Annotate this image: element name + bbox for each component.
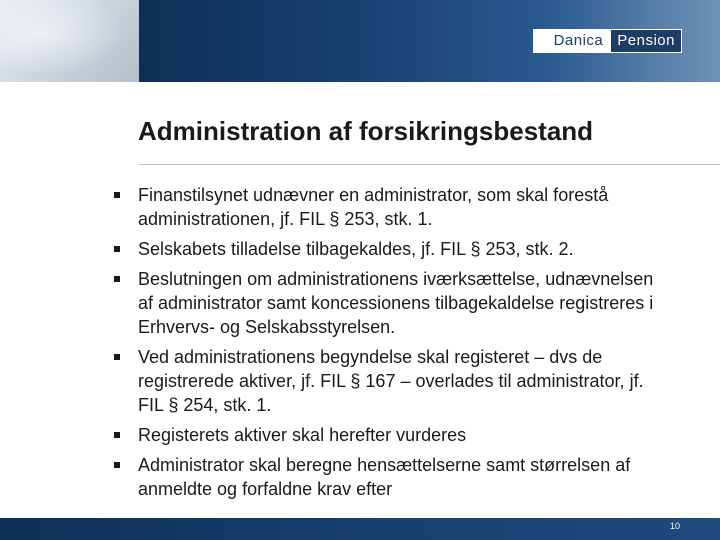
square-bullet-icon [114, 192, 120, 198]
logo-text-left: Danica [534, 30, 612, 52]
header-band [139, 0, 720, 82]
square-bullet-icon [114, 246, 120, 252]
page-number: 10 [669, 521, 680, 531]
danica-pension-logo [533, 29, 682, 53]
slide-title: Administration af forsikringsbestand [138, 116, 594, 146]
bullet-text: Registerets aktiver skal herefter vurderes [138, 425, 467, 445]
square-bullet-icon [114, 354, 120, 360]
square-bullet-icon [114, 276, 120, 282]
footer-bar [0, 518, 720, 540]
header-photo [0, 0, 139, 82]
bullet-item [110, 453, 670, 501]
bullet-item [110, 423, 670, 447]
square-bullet-icon [114, 462, 120, 468]
square-bullet-icon [114, 432, 120, 438]
bullet-text: Ved administrationens begyndelse skal registeret – dvs de registrerede aktiver, jf. FIL § 167 – overlades til administrator, jf. FIL § 254, stk. 1. [138, 347, 644, 415]
bullet-list [110, 183, 670, 507]
bullet-text: Beslutningen om administrationens iværksættelse, udnævnelsen af administrator samt koncessionens tilbagekaldelse registreres i Erhvervs- og Selskabsstyrelsen. [138, 269, 654, 337]
bullet-item [110, 183, 670, 231]
bullet-text: Finanstilsynet udnævner en administrator, som skal forestå administrationen, jf. FIL § 253, stk. 1. [138, 185, 609, 229]
bullet-text: Selskabets tilladelse tilbagekaldes, jf. FIL § 253, stk. 2. [138, 239, 574, 259]
bullet-item [110, 345, 670, 417]
bullet-item [110, 267, 670, 339]
logo-text-right: Pension [611, 30, 681, 52]
bullet-text: Administrator skal beregne hensættelserne samt størrelsen af anmeldte og forfaldne krav efter [138, 455, 631, 499]
title-divider [139, 164, 720, 165]
bullet-item [110, 237, 670, 261]
